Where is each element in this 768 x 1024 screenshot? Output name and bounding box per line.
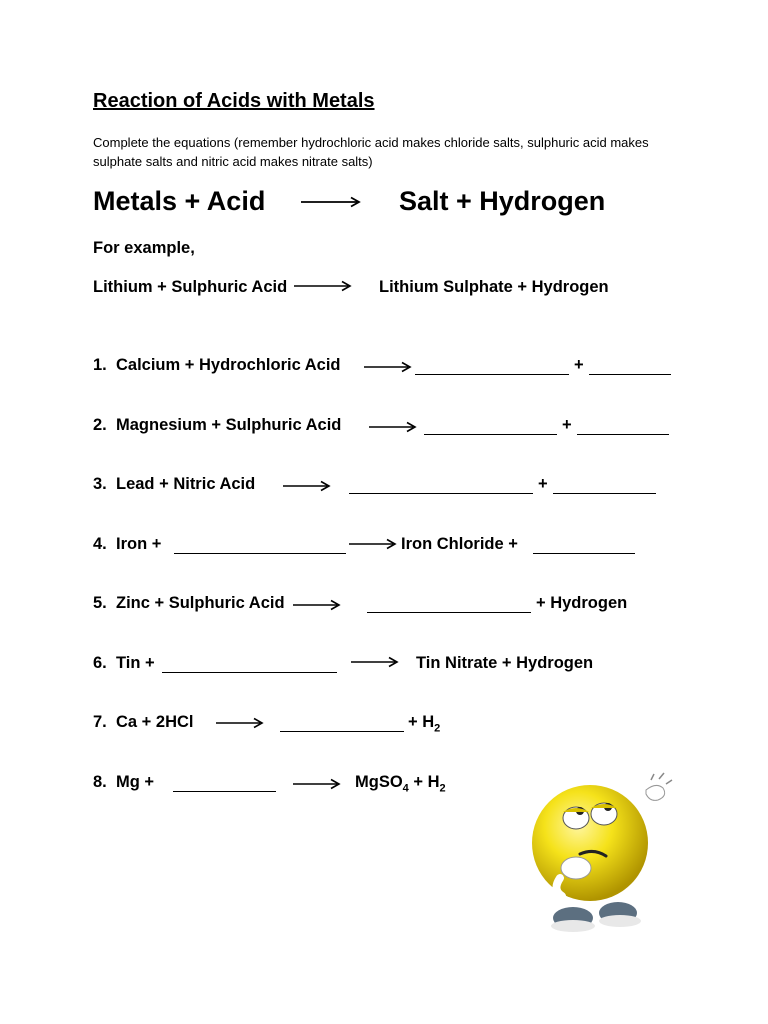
page-title: Reaction of Acids with Metals (93, 90, 375, 112)
question-7 (93, 713, 693, 735)
answer-blank[interactable] (424, 416, 557, 435)
question-right (408, 713, 440, 734)
question-right: Tin Nitrate + Hydrogen (416, 654, 594, 672)
answer-blank[interactable] (174, 535, 346, 554)
question-right: + Hydrogen (536, 594, 628, 612)
answer-blank[interactable] (589, 356, 671, 375)
answer-blank[interactable] (162, 654, 337, 673)
question-number: 1. (93, 356, 107, 374)
answer-blank[interactable] (415, 356, 569, 375)
question-number: 4. (93, 535, 107, 553)
example-left: Lithium + Sulphuric Acid (93, 278, 288, 296)
question-number: 6. (93, 654, 107, 672)
answer-blank[interactable] (173, 773, 276, 792)
arrow-icon (301, 196, 361, 208)
instructions: Complete the equations (remember hydrochloric acid makes chloride salts, sulphuric acid makes sulphate salts and nitric acid makes nitrate salts) (93, 135, 649, 169)
answer-blank[interactable] (577, 416, 669, 435)
question-number: 7. (93, 713, 107, 731)
question-number: 5. (93, 594, 107, 612)
question-left: Zinc + Sulphuric Acid (116, 594, 285, 612)
general-equation-left: Metals + Acid (93, 186, 266, 216)
answer-blank[interactable] (533, 535, 635, 554)
example-heading: For example, (93, 239, 195, 257)
subscript: 4 (402, 782, 409, 795)
subscript: 2 (439, 782, 446, 795)
arrow-icon (364, 361, 412, 373)
question-4 (93, 535, 693, 557)
question-left: Tin + (116, 654, 155, 672)
plus-sign: + (574, 356, 584, 374)
question-right-text: + H (408, 713, 435, 731)
answer-blank[interactable] (280, 713, 404, 732)
question-1 (93, 356, 693, 378)
arrow-icon (293, 599, 341, 611)
question-number: 2. (93, 416, 107, 434)
subscript: 2 (434, 722, 441, 735)
question-right (355, 773, 446, 794)
answer-blank[interactable] (349, 475, 533, 494)
question-left: Iron + (116, 535, 162, 553)
question-right: Iron Chloride + (401, 535, 518, 553)
question-number: 3. (93, 475, 107, 493)
arrow-icon (283, 480, 331, 492)
question-left: Ca + 2HCl (116, 713, 194, 731)
arrow-icon (216, 717, 264, 729)
thinking-emoji-icon (528, 768, 678, 938)
arrow-icon (369, 421, 417, 433)
question-2 (93, 416, 693, 438)
plus-sign: + (538, 475, 548, 493)
arrow-icon (349, 538, 397, 550)
answer-blank[interactable] (553, 475, 656, 494)
question-right-tail: + H (408, 773, 440, 791)
answer-blank[interactable] (367, 594, 531, 613)
question-right-text: MgSO (355, 773, 403, 791)
arrow-icon (351, 656, 399, 668)
question-left: Lead + Nitric Acid (116, 475, 256, 493)
general-equation-right: Salt + Hydrogen (399, 186, 606, 216)
example-right: Lithium Sulphate + Hydrogen (379, 278, 609, 296)
plus-sign: + (562, 416, 572, 434)
question-5 (93, 594, 693, 616)
question-left: Magnesium + Sulphuric Acid (116, 416, 342, 434)
question-6 (93, 654, 693, 676)
arrow-icon (293, 778, 341, 790)
question-number: 8. (93, 773, 107, 791)
question-left: Mg + (116, 773, 155, 791)
question-3 (93, 475, 693, 497)
question-left: Calcium + Hydrochloric Acid (116, 356, 341, 374)
arrow-icon (294, 280, 352, 292)
